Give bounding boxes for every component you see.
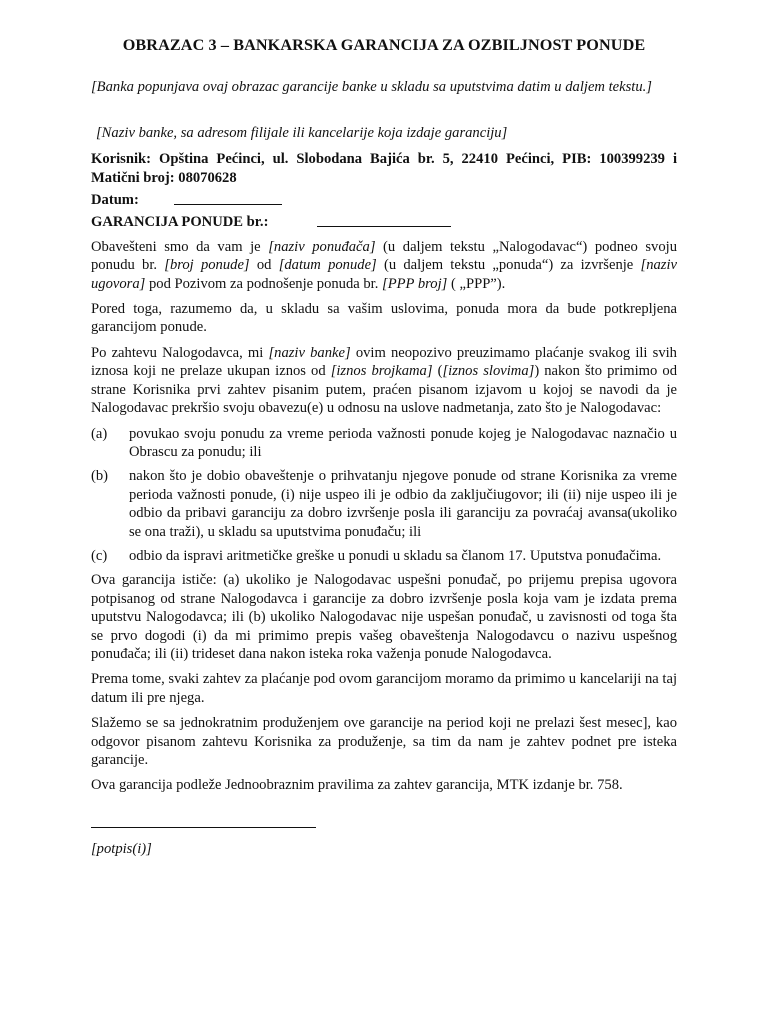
list-item — [91, 425, 677, 462]
list-marker: (b) — [91, 468, 109, 485]
list-text: nakon što je dobio obaveštenje o prihvatanju njegove ponude od strane Korisnika za vreme perioda važnosti ponude, (i) nije uspeo ili je odbio da zaključiugovor; ili (ii) nije uspeo ili je odbio da pribavi garanciju za dobro izvršenje posla ili garanciju za povraćaj avansa(ukoliko se ona traži), u skladu sa uputstvima ponuđaču; ili — [129, 468, 677, 540]
paragraph-rules: Ova garancija podleže Jednoobraznim pravilima za zahtev garancija, MTK izdanje br. 758. — [91, 777, 623, 794]
conditions-list — [91, 425, 677, 566]
document-title: OBRAZAC 3 – BANKARSKA GARANCIJA ZA OZBILJNOST PONUDE — [122, 36, 646, 54]
beneficiary-line: Korisnik: Opština Pećinci, ul. Slobodana Bajića br. 5, 22410 Pećinci, PIB: 100399239 i Matični broj: 08070628 — [91, 151, 677, 186]
document-page — [91, 36, 677, 858]
paragraph-expiry: Ova garancija ističe: (a) ukoliko je Nalogodavac uspešni ponuđač, po prijemu prepisa ugovora potpisanog od strane Nalogodavca i garancije za dobro izvršenje posla koja vam je izdata prema uputstvu Nalogodavca; ili (b) ukoliko Nalogodavac nije uspešan ponuđač, u zavisnosti od toga šta se prvo dogodi (i) da mi primimo prepis vašeg obaveštenja Nalogodavcu o nazivu uspešnog ponuđača; ili (ii) trideset dana nakon isteka roka važenja ponude Nalogodavca. — [91, 572, 677, 662]
guarantee-number-row — [91, 213, 677, 231]
list-item — [91, 467, 677, 541]
paragraph-demand: Prema tome, svaki zahtev za plaćanje pod ovom garancijom moramo da primimo u kancelariji na taj datum ili pre njega. — [91, 671, 677, 706]
date-blank — [174, 191, 282, 205]
signature-line — [91, 826, 316, 828]
list-marker: (a) — [91, 425, 108, 442]
list-text: povukao svoju ponudu za vreme perioda važnosti ponude kojeg je Nalogodavac naznačio u Obrascu za ponudu; ili — [129, 425, 677, 460]
paragraph-undertaking: Po zahtevu Nalogodavca, mi [naziv banke] ovim neopozivo preuzimamo plaćanje svakog ili svih iznosa koji ne prelaze ukupan iznos od [iznos brojkama] ([iznos slovima]) nakon što primimo od strane Korisnika prvi zahtev pisanim putem, praćen pisanom izjavom u kojoj se navodi da je Nalogodavac prekršio svoju obavezu(e) u odnosu na uslove nadmetanja, zato što je Nalogodavac: — [91, 344, 677, 417]
paragraph-notification: Obavešteni smo da vam je [naziv ponuđača] (u daljem tekstu „Nalogodavac“) podneo svoju ponudu br. [broj ponude] od [datum ponude] (u daljem tekstu „ponuda“) za izvršenje [naziv ugovora] pod Pozivom za podnošenje ponuda br. [PPP broj] ( „PPP”). — [91, 238, 677, 292]
list-item — [91, 547, 677, 565]
list-marker: (c) — [91, 547, 108, 564]
paragraph-understanding: Pored toga, razumemo da, u skladu sa vašim uslovima, ponuda mora da bude potkrepljena garancijom ponude. — [91, 301, 677, 336]
bank-placeholder: [Naziv banke, sa adresom filijale ili kancelarije koja izdaje garanciju] — [96, 124, 508, 141]
intro-instruction: [Banka popunjava ovaj obrazac garancije banke u skladu sa uputstvima datim u daljem tekstu.] — [91, 79, 652, 96]
date-row — [91, 191, 677, 209]
paragraph-extension: Slažemo se sa jednokratnim produženjem ove garancije na period koji ne prelazi šest mesec], kao odgovor pisanom zahtevu Korisnika za produženje, sa tim da nam je zahtev podnet pre isteka garancije. — [91, 715, 677, 768]
date-label: Datum: — [91, 192, 139, 209]
signature-label: [potpis(i)] — [91, 840, 152, 857]
guarantee-number-blank — [317, 213, 451, 227]
guarantee-number-label: GARANCIJA PONUDE br.: — [91, 214, 269, 231]
list-text: odbio da ispravi aritmetičke greške u ponudi u skladu sa članom 17. Uputstva ponuđačima. — [129, 547, 662, 564]
